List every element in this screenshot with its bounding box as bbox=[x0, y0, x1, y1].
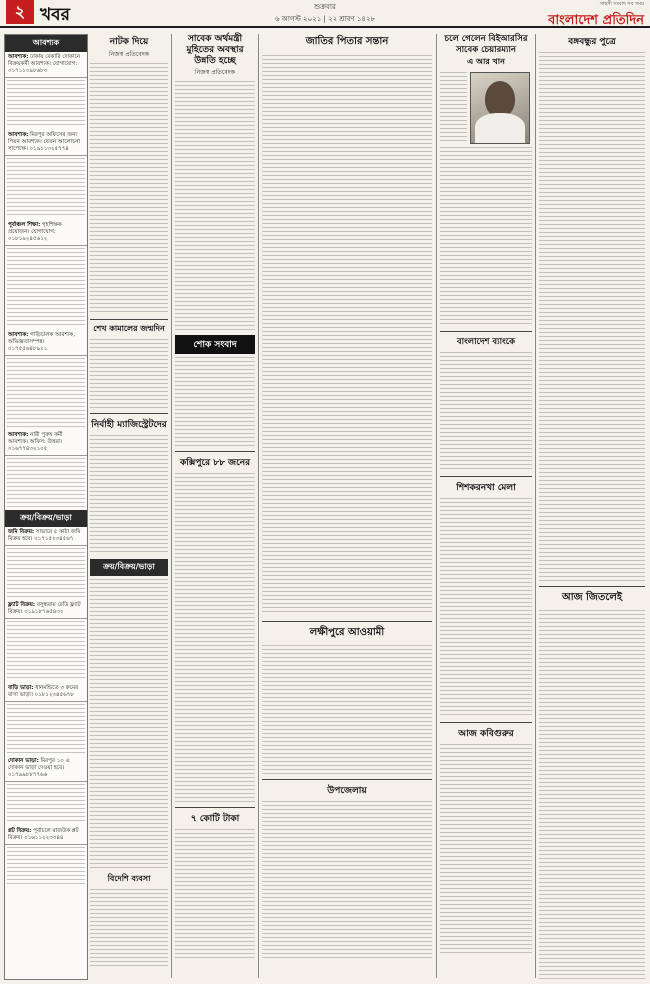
classified-ad: আবশ্যক: ঢাকায় বেকারি দোকানে বিক্রয়কর্মী আবশ্যক। যোগাযোগ: ০১৭১১০৯৮৬৮৩ bbox=[5, 52, 87, 78]
article-body bbox=[539, 52, 645, 582]
article-body bbox=[262, 801, 432, 961]
column-divider bbox=[436, 34, 437, 978]
day-label: শুক্রবার bbox=[314, 3, 336, 11]
classifieds-heading: আবশ্যক bbox=[5, 35, 87, 52]
byline: নিজস্ব প্রতিবেদক bbox=[108, 51, 150, 58]
classifieds-heading-2: ক্রয়/বিক্রয়/ভাড়া bbox=[5, 510, 87, 527]
classified-box-heading: ক্রয়/বিক্রয়/ভাড়া bbox=[90, 559, 168, 576]
article-body bbox=[262, 55, 432, 615]
headline-ajke-kabi[interactable]: আজ কবিগুরুর bbox=[440, 722, 532, 741]
classified-text-block bbox=[7, 784, 85, 824]
article-body bbox=[440, 72, 467, 142]
column-5 bbox=[440, 34, 532, 954]
article-body bbox=[440, 352, 532, 472]
logo-tagline: সাহসী সংবাদ সব সময় bbox=[599, 1, 644, 7]
portrait-photo bbox=[470, 72, 530, 144]
page-number: ২ bbox=[6, 0, 34, 24]
article-body bbox=[175, 81, 255, 331]
headline-shikor[interactable]: শিশকরনখা মেলা bbox=[440, 476, 532, 495]
classified-ad: জমি বিক্রয়: সাভারে ৫ কাঠা জমি বিক্রয় হবে। ০১৭১৫২৩৪৫৬৭ bbox=[5, 527, 87, 546]
column-divider bbox=[171, 34, 172, 978]
headline-magistrate[interactable]: নির্বাহী ম্যাজিস্ট্রেটদের bbox=[90, 413, 168, 432]
classified-box-body bbox=[90, 579, 168, 869]
classified-text-block bbox=[7, 458, 85, 508]
headline-kawsar[interactable]: কক্সিপুরে ৮৮ জনের bbox=[175, 451, 255, 470]
column-6 bbox=[539, 34, 645, 980]
column-divider bbox=[535, 34, 536, 978]
headline-muhith[interactable]: সাবেক অর্থমন্ত্রী মুহিতের অবস্থার উন্নতি হচ্ছে bbox=[186, 34, 244, 66]
headline-teknaf[interactable]: বাংলাদেশ ব্যাংকে bbox=[440, 331, 532, 349]
date-block bbox=[210, 1, 440, 25]
column-3 bbox=[175, 34, 255, 959]
article-body bbox=[539, 610, 645, 980]
article-body bbox=[440, 147, 532, 327]
mourning-banner: শোক সংবাদ bbox=[175, 335, 255, 354]
classifieds-column bbox=[4, 34, 88, 980]
classified-ad: বাড়ি ভাড়া: ধানমন্ডিতে ৩ রুমের বাসা ভাড়া। ০১৮১২৩৪৫৬৭৮ bbox=[5, 683, 87, 702]
article-body bbox=[175, 473, 255, 803]
headline-lakshmipur[interactable]: লক্ষীপুরে আওয়ামী bbox=[262, 621, 432, 642]
classified-text-block bbox=[7, 248, 85, 328]
headline-dinajpur[interactable]: উপজেলায় bbox=[262, 779, 432, 798]
classified-text-block bbox=[7, 158, 85, 218]
column-4 bbox=[262, 34, 432, 961]
classified-ad: ফ্ল্যাট বিক্রয়: বসুন্ধরায় রেডি ফ্ল্যাট বিক্রয়। ০১৯১৮৭৬৫৪৩২ bbox=[5, 600, 87, 619]
article-body bbox=[440, 744, 532, 954]
byline: নিজস্ব প্রতিবেদক bbox=[194, 69, 236, 76]
headline-natok[interactable]: নাটক দিয়ে bbox=[109, 37, 149, 47]
headline-jatir-pita[interactable]: জাতির পিতার সন্তান bbox=[305, 36, 389, 47]
classified-ad: দোকান ভাড়া: মিরপুর ১০ এ দোকান ভাড়া দেওয়া হবে। ০১৭৯৯৮৮৭৭৬৬ bbox=[5, 756, 87, 782]
classified-ad: পূর্বাঞ্চল শিক্ষা: গৃহশিক্ষক প্রয়োজন। যোগাযোগ: ০১৮১৯২৪৫৬১২ bbox=[5, 220, 87, 246]
classified-text-block bbox=[7, 80, 85, 128]
headline-chairman[interactable]: চলে গেলেন বিইআরসির সাবেক চেয়ারম্যান bbox=[444, 34, 528, 55]
article-body bbox=[90, 63, 168, 313]
masthead bbox=[0, 0, 650, 28]
article-body bbox=[175, 357, 255, 447]
article-body bbox=[262, 645, 432, 775]
newspaper-logo[interactable] bbox=[548, 1, 644, 32]
article-body bbox=[90, 339, 168, 409]
logo-name: বাংলাদেশ প্রতিদিন bbox=[548, 13, 644, 28]
classified-ad: আবশ্যক: নারী পুরুষ কর্মী আবশ্যক। অফিস: উত্তরা। ০১৬৭৭৪৩২১০৫ bbox=[5, 430, 87, 456]
classified-text-block bbox=[7, 704, 85, 754]
section-label: খবর bbox=[40, 5, 70, 25]
headline-bidhwas[interactable]: বিদেশি ব্যবসা bbox=[107, 874, 151, 883]
article-body bbox=[90, 889, 168, 969]
classified-text-block bbox=[7, 621, 85, 681]
classified-text-block bbox=[7, 358, 85, 428]
classified-ad: আবশ্যক: গাড়িচালক আবশ্যক, অভিজ্ঞতাসম্পন্ন। ০১৭৫৫৬৪৮৯২১ bbox=[5, 330, 87, 356]
date-label: ৬ আগস্ট ২০২১ | ২২ শ্রাবণ ১৪২৮ bbox=[274, 15, 376, 23]
headline-ajke[interactable]: আজ জিতলেই bbox=[539, 586, 645, 607]
column-divider bbox=[258, 34, 259, 978]
article-body bbox=[175, 829, 255, 959]
headline-crore[interactable]: ৭ কোটি টাকা bbox=[175, 807, 255, 826]
chairman-name: এ আর খান bbox=[467, 57, 505, 66]
article-body bbox=[90, 435, 168, 555]
classified-text-block bbox=[7, 548, 85, 598]
headline-sheikh-kamal[interactable]: শেখ কামালের জন্মদিন bbox=[90, 319, 168, 336]
classified-text-block bbox=[7, 847, 85, 887]
classified-ad: প্লট বিক্রয়: পূর্বাচলে রাজউক প্লট বিক্রয়। ০১৬১১২২৩৩৪৪ bbox=[5, 826, 87, 845]
article-body bbox=[440, 498, 532, 718]
classified-ad: আবশ্যক: মিরপুর অফিসের জন্য পিয়ন আবশ্যক। বেতন আলোচনা সাপেক্ষে। ০১৯১১৩২৫৭৭৪ bbox=[5, 130, 87, 156]
column-2 bbox=[90, 34, 168, 969]
headline-bangabandhu[interactable]: বঙ্গবন্ধুর পুত্রে bbox=[568, 37, 616, 47]
